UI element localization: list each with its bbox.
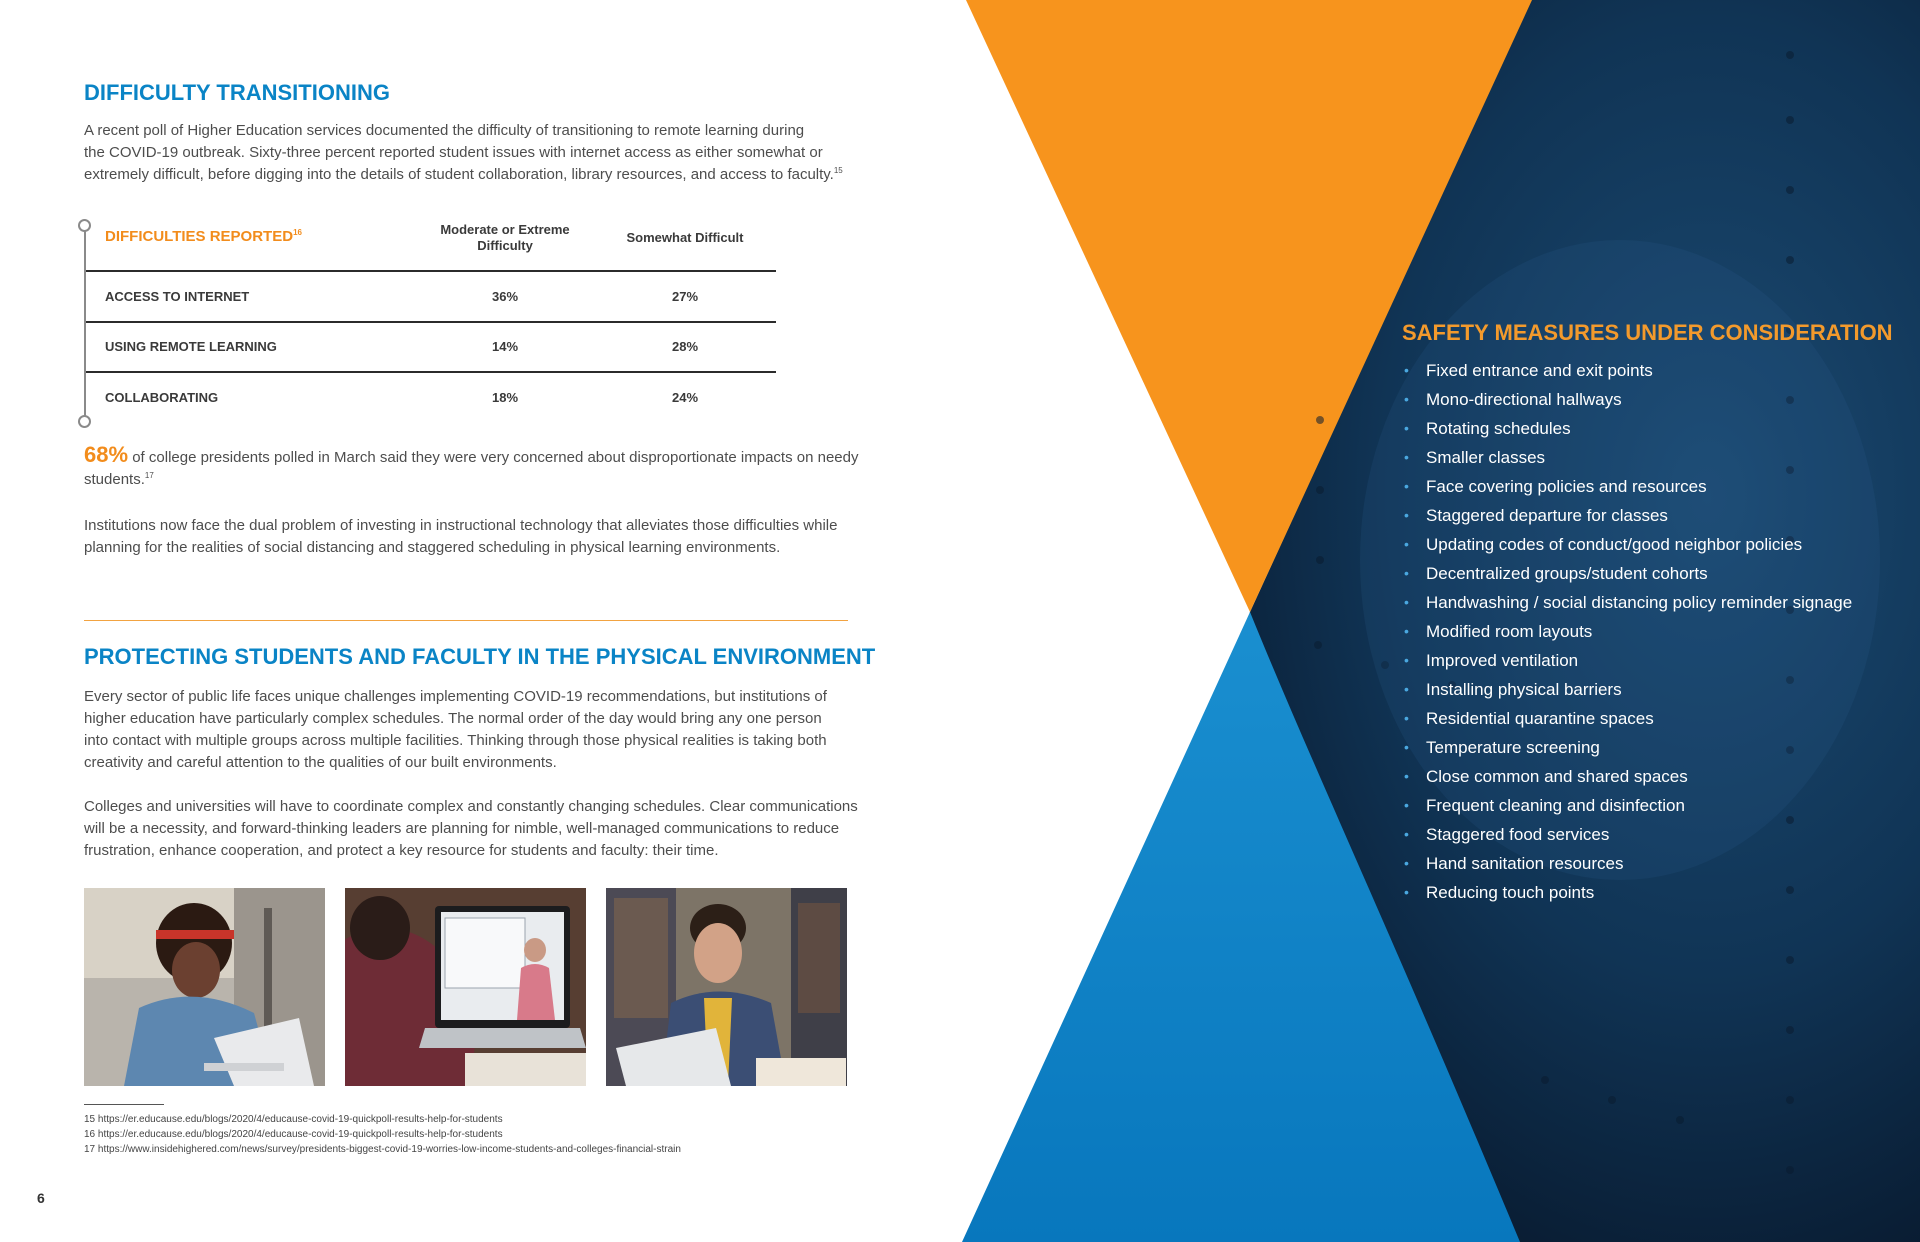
list-item: • Rotating schedules <box>1402 414 1852 443</box>
difficulty-line-1: A recent poll of Higher Education services documented the difficulty of transitioning to remote learning during <box>84 122 805 139</box>
photo-video-lecture <box>345 888 586 1086</box>
protecting-paragraph-2 <box>84 796 874 862</box>
photo-smiling-student <box>606 888 847 1086</box>
institutions-line-1: Institutions now face the dual problem of investing in instructional technology that alleviates those difficulties while <box>84 517 838 534</box>
list-item: • Modified room layouts <box>1402 617 1852 646</box>
list-item: • Frequent cleaning and disinfection <box>1402 791 1852 820</box>
list-item: • Close common and shared spaces <box>1402 762 1852 791</box>
list-item: • Decentralized groups/student cohorts <box>1402 559 1852 588</box>
safety-title: SAFETY MEASURES UNDER CONSIDERATION <box>1402 320 1893 345</box>
col-header-moderate-line-1: Moderate or Extreme <box>440 222 570 237</box>
protecting-p2-line-1: Colleges and universities will have to coordinate complex and constantly changing schedules. Clear communications <box>84 798 858 815</box>
row-label: COLLABORATING <box>105 390 219 405</box>
footnote-ref-15: 15 <box>833 166 843 175</box>
photo-student-laptop-image <box>84 888 325 1086</box>
col-header-moderate-line-2: Difficulty <box>477 238 533 253</box>
photo-student-laptop <box>84 888 325 1086</box>
stat-text-2: students. <box>84 471 145 488</box>
protecting-p2-line-3: frustration, enhance cooperation, and protect a key resource for students and faculty: their time. <box>84 842 719 859</box>
stat-text-1: of college presidents polled in March said they were very concerned about disproportionate impacts on needy <box>128 449 859 466</box>
protecting-p1-line-2: higher education have particularly complex schedules. The normal order of the day would bring any one person <box>84 710 822 727</box>
stat-line-1 <box>84 444 864 469</box>
protecting-p1-line-4: creativity and careful attention to the qualities of our built environments. <box>84 754 557 771</box>
list-item: • Temperature screening <box>1402 733 1852 762</box>
list-item: • Staggered food services <box>1402 820 1852 849</box>
difficulty-line-3-wrap <box>84 164 874 186</box>
stat-paragraph <box>84 444 864 491</box>
table-heading-text: DIFFICULTIES REPORTED <box>105 228 294 245</box>
footnote-ref-17: 17 <box>144 471 154 480</box>
photo-smiling-student-image <box>606 888 847 1086</box>
difficulty-title: DIFFICULTY TRANSITIONING <box>84 80 390 105</box>
photo-video-lecture-image <box>345 888 586 1086</box>
row-value-moderate: 18% <box>491 390 519 405</box>
list-item: • Improved ventilation <box>1402 646 1852 675</box>
table-top-dot <box>78 219 91 232</box>
row-value-moderate: 36% <box>491 289 519 304</box>
col-header-somewhat: Somewhat Difficult <box>626 230 744 245</box>
stat-line-2 <box>84 469 864 491</box>
col-header-moderate <box>430 222 580 254</box>
table-heading <box>105 228 302 245</box>
list-item: • Reducing touch points <box>1402 878 1852 907</box>
table-divider <box>86 321 776 323</box>
difficulty-line-3: extremely difficult, before digging into the details of student collaboration, library resources, and access to faculty. <box>84 166 834 183</box>
list-item: • Handwashing / social distancing policy reminder signage <box>1402 588 1852 617</box>
list-item: • Mono-directional hallways <box>1402 385 1852 414</box>
page-number: 6 <box>37 1190 45 1206</box>
list-item: • Updating codes of conduct/good neighbor policies <box>1402 530 1852 559</box>
difficulty-line-2: the COVID-19 outbreak. Sixty-three percent reported student issues with internet access as either somewhat or <box>84 144 823 161</box>
safety-list <box>1402 356 1852 907</box>
protecting-p1-line-1: Every sector of public life faces unique challenges implementing COVID-19 recommendations, but institutions of <box>84 688 827 705</box>
protecting-title: PROTECTING STUDENTS AND FACULTY IN THE PHYSICAL ENVIRONMENT <box>84 644 876 669</box>
protecting-p1-line-3: into contact with multiple groups across multiple facilities. Thinking through those physical realities is taking both <box>84 732 827 749</box>
table-bottom-dot <box>78 415 91 428</box>
protecting-paragraph-1 <box>84 686 874 774</box>
list-item: • Staggered departure for classes <box>1402 501 1852 530</box>
list-item: • Residential quarantine spaces <box>1402 704 1852 733</box>
table-divider <box>86 270 776 272</box>
footnote-ref-16: 16 <box>293 228 302 237</box>
table-vertical-rule <box>84 226 86 420</box>
row-value-somewhat: 24% <box>671 390 699 405</box>
footnote-15: 15 https://er.educause.edu/blogs/2020/4/educause-covid-19-quickpoll-results-help-for-students <box>84 1114 503 1125</box>
difficulty-paragraph <box>84 120 874 186</box>
list-item: • Face covering policies and resources <box>1402 472 1852 501</box>
row-value-moderate: 14% <box>491 339 519 354</box>
row-label: ACCESS TO INTERNET <box>105 289 250 304</box>
section-divider <box>84 620 848 621</box>
institutions-line-2: planning for the realities of social distancing and staggered scheduling in physical learning environments. <box>84 539 781 556</box>
list-item: • Installing physical barriers <box>1402 675 1852 704</box>
list-item: • Hand sanitation resources <box>1402 849 1852 878</box>
list-item: • Fixed entrance and exit points <box>1402 356 1852 385</box>
footnote-16: 16 https://er.educause.edu/blogs/2020/4/educause-covid-19-quickpoll-results-help-for-students <box>84 1129 503 1140</box>
footnote-rule <box>84 1104 164 1105</box>
institutions-paragraph <box>84 515 874 559</box>
list-item: • Smaller classes <box>1402 443 1852 472</box>
row-label: USING REMOTE LEARNING <box>105 339 277 354</box>
stat-value: 68% <box>84 442 129 467</box>
row-value-somewhat: 28% <box>671 339 699 354</box>
protecting-p2-line-2: will be a necessity, and forward-thinking leaders are planning for nimble, well-managed communications to reduce <box>84 820 840 837</box>
table-divider <box>86 371 776 373</box>
row-value-somewhat: 27% <box>671 289 699 304</box>
footnote-17: 17 https://www.insidehighered.com/news/survey/presidents-biggest-covid-19-worries-low-income-students-and-colleges-financial-strain <box>84 1144 681 1155</box>
